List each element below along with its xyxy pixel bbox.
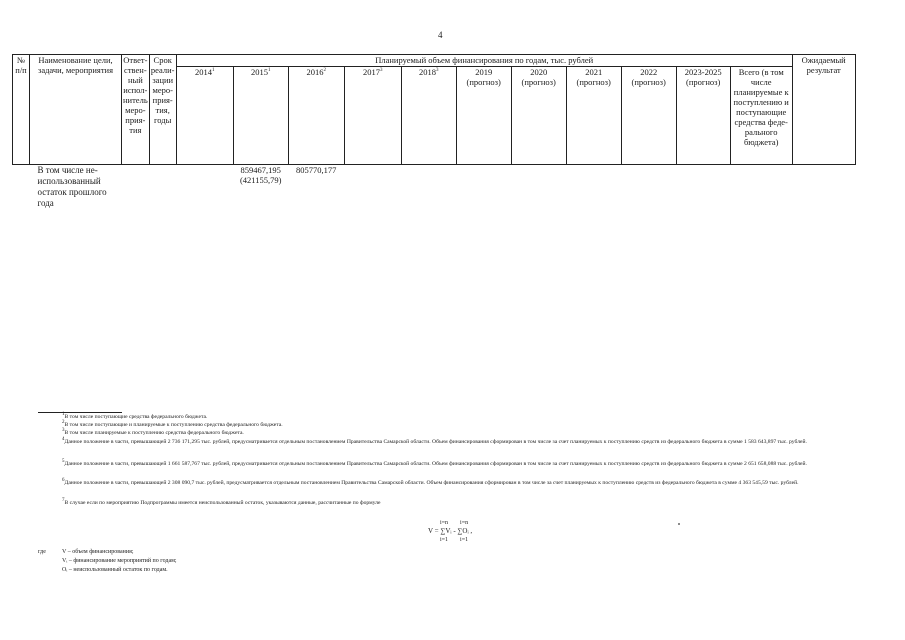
header-year-2021: 2021 (прогноз) — [566, 67, 621, 165]
footnote-3: $^3$В том числе планируемые к поступлению средства федерального бюджета. — [62, 428, 244, 436]
scan-dot — [678, 523, 680, 525]
formula-lower-limits: i=1 i=1 — [440, 537, 469, 543]
legend-item: Vᵢ – финансирование мероприятий по годам; — [62, 558, 177, 564]
header-year-2023-2025: 2023-2025 (прогноз) — [676, 67, 730, 165]
header-responsible: Ответ-ствен-ный испол-нитель меро-прия-тия — [122, 55, 150, 165]
header-year-2022: 2022 (прогноз) — [621, 67, 676, 165]
row-name: В том числе не-использованный остаток прошлого года — [37, 165, 107, 208]
header-year-2017: 2017$^3$ — [344, 67, 401, 165]
header-year-2016: 2016$^2$ — [288, 67, 344, 165]
header-year-2015: 2015$^1$ — [233, 67, 288, 165]
header-year-2014: 2014$^1$ — [176, 67, 233, 165]
header-planned-financing: Планируемый объем финансирования по годам, тыс. рублей — [176, 55, 792, 67]
financing-table — [12, 54, 856, 215]
footnote-4: $^4$Данное положение в части, превышающей 2 736 171,295 тыс. рублей, предусматривается отдельным постановлением Правительства Самарской области. Объем финансирования сформирован в том числе за счет планируемых к поступлению средств из федерального бюджета в сумме 1 583 643,897 тыс. рублей. — [62, 437, 807, 445]
footnote-6: $^6$Данное положение в части, превышающей 2 308 090,7 тыс. рублей, предусматривается отдельным постановлением Правительства Самарской области. Объем финансирования сформирован в том числе за счет планируемых к поступлению средств из федерального бюджета в сумме 4 363 545,59 тыс. рублей. — [62, 478, 799, 486]
header-year-2020: 2020 (прогноз) — [511, 67, 566, 165]
row-value-2016: 805770,177 — [296, 165, 337, 175]
legend-item: Oᵢ – неиспользованный остаток по годам. — [62, 567, 168, 573]
page-number: 4 — [438, 30, 443, 40]
header-total: Всего (в том числе планируемые к поступлению и поступающие средства феде-рального бюджета) — [730, 67, 792, 165]
footnote-7: $^7$В случае если по мероприятию Подпрограммы имеется неиспользованный остаток, указываются данные, рассчитанные по формуле — [62, 498, 381, 506]
header-year-2018: 2018$^3$ — [401, 67, 456, 165]
footnote-2: $^2$В том числе поступающие и планируемые к поступлению средства федерального бюджета. — [62, 420, 283, 428]
row-value-2015: 859467,195 (421155,79) — [239, 165, 282, 185]
header-term: Срок реали-зации меро-прия-тия, годы — [149, 55, 176, 165]
row-num — [13, 165, 30, 216]
footnote-1: $^1$В том числе поступающие средства федерального бюджета. — [62, 412, 208, 420]
header-name: Наименование цели, задачи, мероприятия — [30, 55, 122, 165]
header-num: № п/п — [13, 55, 30, 165]
formula: V = ∑Vᵢ - ∑Oᵢ , — [428, 527, 473, 535]
footnote-separator — [38, 412, 122, 413]
table-row — [13, 165, 856, 216]
header-year-2019: 2019 (прогноз) — [456, 67, 511, 165]
header-expected-result: Ожидаемый результат — [792, 55, 855, 165]
legend-where: где — [38, 549, 46, 555]
formula-upper-limits: i=n i=n — [440, 520, 469, 526]
footnote-5: $^5$Данное положение в части, превышающей 1 661 587,767 тыс. рублей, предусматривается отдельным постановлением Правительства Самарской области. Объем финансирования сформирован в том числе за счет планируемых к поступлению средств из федерального бюджета в сумме 2 651 658,088 тыс. рублей. — [62, 459, 807, 467]
legend-item: V – объем финансирования; — [62, 549, 134, 555]
